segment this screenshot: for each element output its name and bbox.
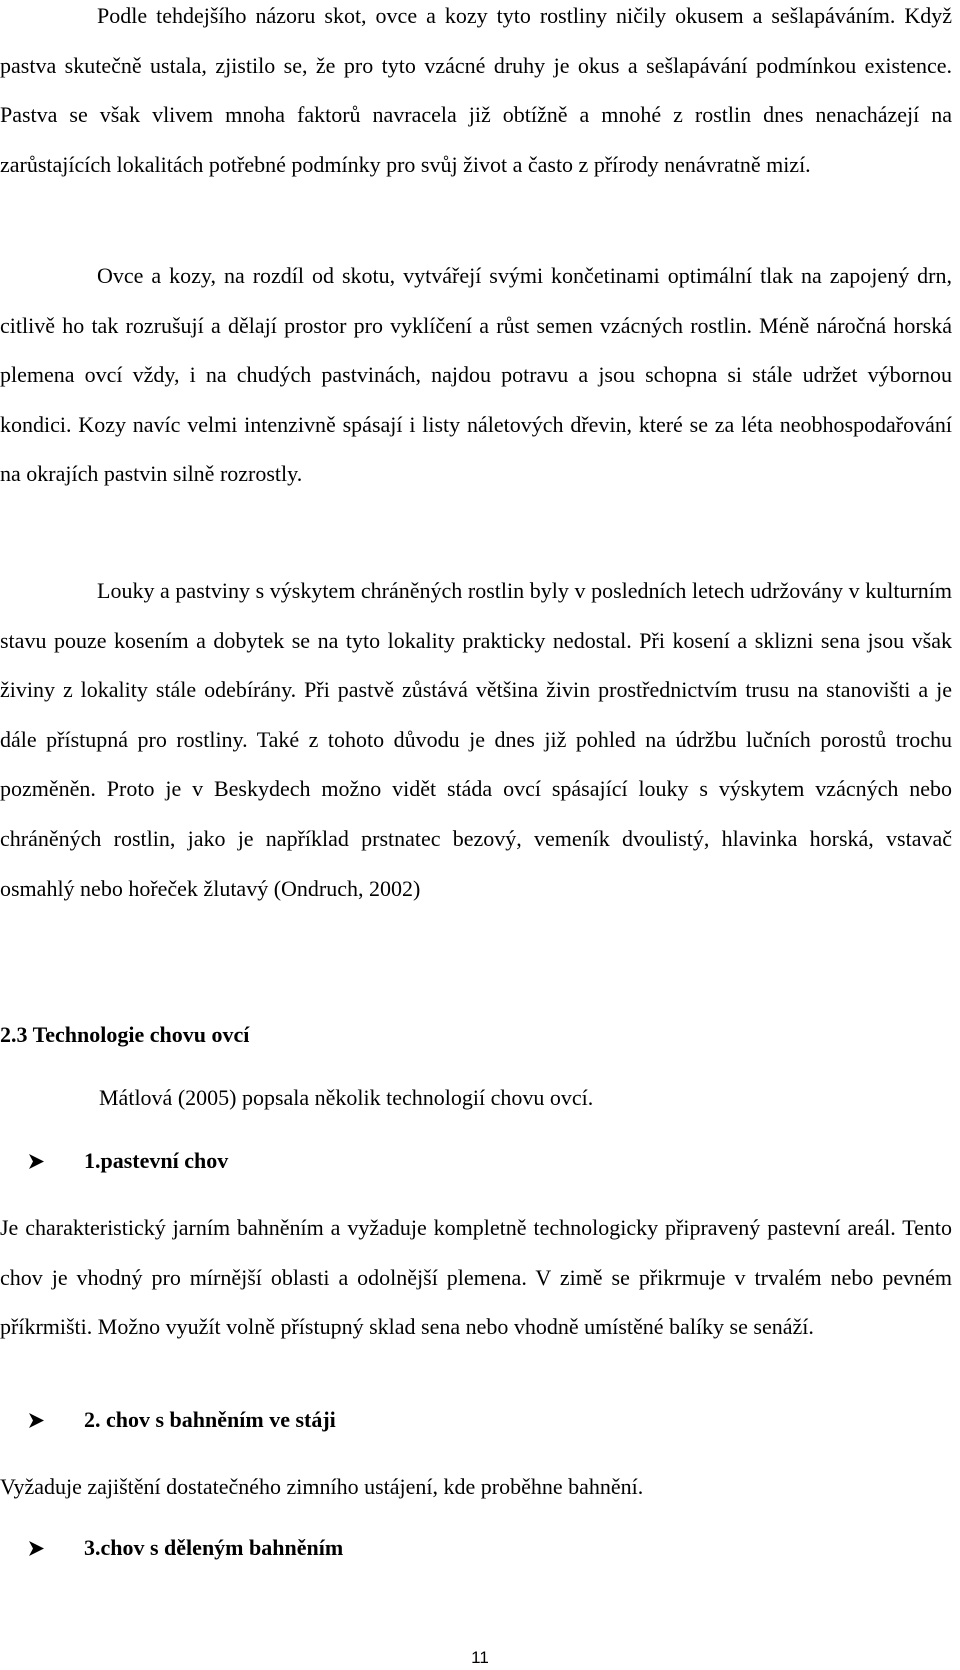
list-item-2-text: Vyžaduje zajištění dostatečného zimního ustájení, kde proběhne bahnění. — [0, 1474, 644, 1499]
list-item-3-heading — [28, 1533, 343, 1563]
section-intro: Mátlová (2005) popsala několik technologií chovu ovcí. — [99, 1085, 594, 1110]
list-item-1-label: 1.pastevní chov — [84, 1148, 229, 1173]
list-item-2-label: 2. chov s bahněním ve stáji — [84, 1407, 336, 1432]
list-item-1-text: Je charakteristický jarním bahněním a vyžaduje kompletně technologicky připravený pastevní areál. Tento chov je vhodný pro mírnější oblasti a odolnější plemena. V zimě se přikrmuje v trvalém nebo pevném příkrmišti. Možno využít volně přístupný sklad sena nebo vhodně umístěné balíky se senáží. — [0, 1215, 952, 1340]
list-item-2-heading — [28, 1405, 336, 1435]
arrow-bullet-icon — [28, 1405, 84, 1435]
page-number: 11 — [471, 1648, 489, 1667]
list-item-1-heading — [28, 1146, 228, 1176]
section-heading: 2.3 Technologie chovu ovcí — [0, 1022, 250, 1047]
paragraph-2: Ovce a kozy, na rozdíl od skotu, vytvářejí svými končetinami optimální tlak na zapojený drn, citlivě ho tak rozrušují a dělají prostor pro vyklíčení a růst semen vzácných rostlin. Méně náročná horská plemena ovcí vždy, i na chudých pastvinách, najdou potravu a jsou schopna si stále udržet výbornou kondici. Kozy navíc velmi intenzivně spásají i listy náletových dřevin, které se za léta neobhospodařování na okrajích pastvin silně rozrostly. — [0, 263, 952, 487]
paragraph-3: Louky a pastviny s výskytem chráněných rostlin byly v posledních letech udržovány v kulturním stavu pouze kosením a dobytek se na tyto lokality prakticky nedostal. Při kosení a sklizni sena jsou však živiny z lokality stále odebírány. Při pastvě zůstává většina živin prostřednictvím trusu na stanovišti a je dále přístupná pro rostliny. Také z tohoto důvodu je dnes již pohled na údržbu lučních porostů trochu pozměněn. Proto je v Beskydech možno vidět stáda ovcí spásající louky s výskytem vzácných nebo chráněných rostlin, jako je například prstnatec bezový, vemeník dvoulistý, hlavinka horská, vstavač osmahlý nebo hořeček žlutavý (Ondruch, 2002) — [0, 578, 952, 901]
arrow-bullet-icon — [28, 1146, 84, 1176]
paragraph-1: Podle tehdejšího názoru skot, ovce a kozy tyto rostliny ničily okusem a sešlapáváním. Když pastva skutečně ustala, zjistilo se, že pro tyto vzácné druhy je okus a sešlapávání podmínkou existence. Pastva se však vlivem mnoha faktorů navracela již obtížně a mnohé z rostlin dnes nenacházejí na zarůstajících lokalitách potřebné podmínky pro svůj život a často z přírody nenávratně mizí. — [0, 3, 952, 177]
arrow-bullet-icon — [28, 1533, 84, 1563]
list-item-3-label: 3.chov s děleným bahněním — [84, 1535, 344, 1560]
